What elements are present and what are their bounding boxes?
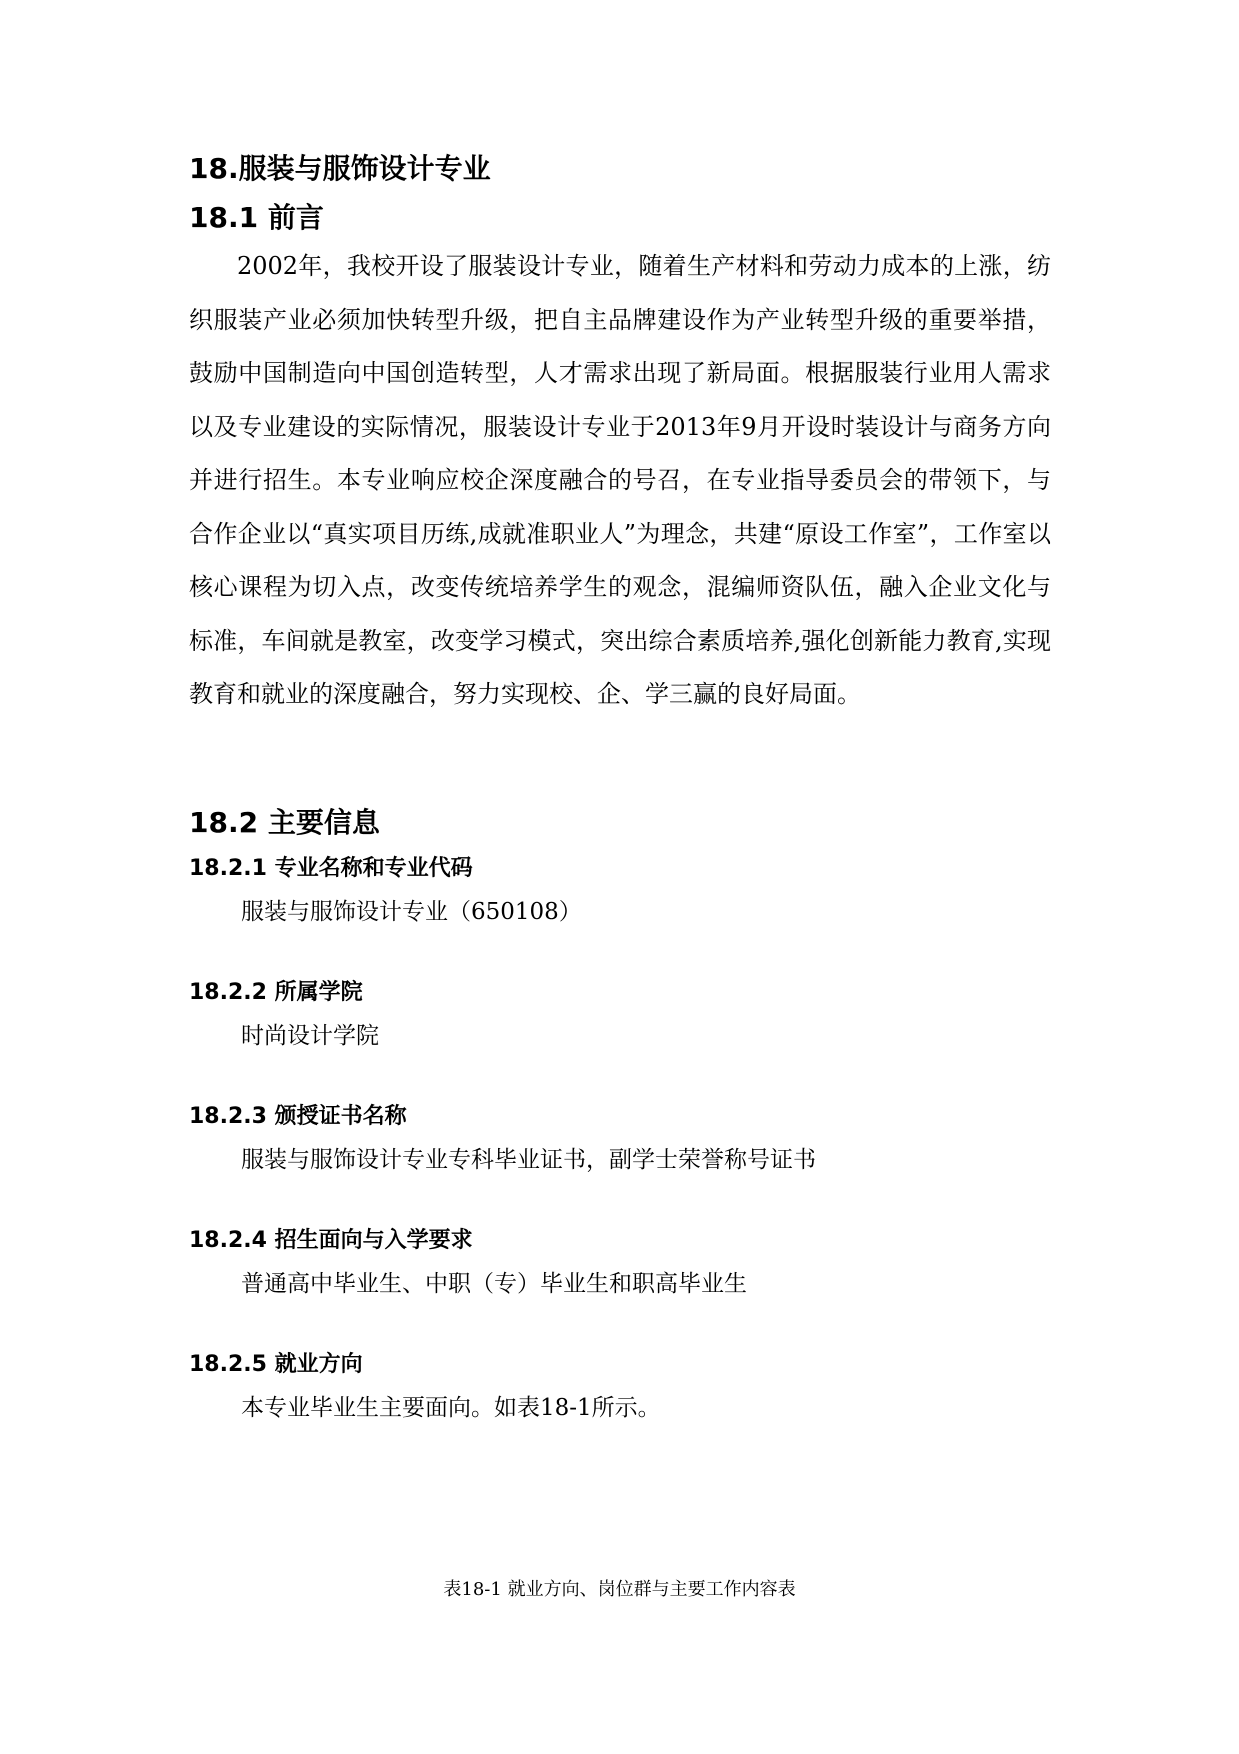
subsection-text-admission: 普通高中毕业生、中职（专）毕业生和职高毕业生 [241, 1271, 747, 1297]
subsection-text-employment: 本专业毕业生主要面向。如表18-1所示。 [241, 1395, 661, 1421]
section-heading-main-info: 18.2 主要信息 [189, 806, 380, 839]
section-heading-preface: 18.1 前言 [189, 201, 324, 234]
table-caption: 表18-1 就业方向、岗位群与主要工作内容表 [443, 1579, 796, 1600]
preface-paragraph: 2002年，我校开设了服装设计专业，随着生产材料和劳动力成本的上涨，纺织服装产业必须加快转型升级，把自主品牌建设作为产业转型升级的重要举措，鼓励中国制造向中国创造转型，人才需求出现了新局面。根据服装行业用人需求以及专业建设的实际情况，服装设计专业于2013年9月开设时装设计与商务方向并进行招生。本专业响应校企深度融合的号召，在专业指导委员会的带领下，与合作企业以“真实项目历练,成就准职业人”为理念，共建“原设工作室”，工作室以核心课程为切入点，改变传统培养学生的观念，混编师资队伍，融入企业文化与标准，车间就是教室，改变学习模式，突出综合素质培养,强化创新能力教育,实现教育和就业的深度融合，努力实现校、企、学三赢的良好局面。 [189, 252, 1051, 708]
subsection-heading-admission: 18.2.4 招生面向与入学要求 [189, 1228, 473, 1253]
subsection-heading-certificate: 18.2.3 颁授证书名称 [189, 1104, 407, 1129]
subsection-text-college: 时尚设计学院 [241, 1023, 379, 1049]
subsection-heading-employment: 18.2.5 就业方向 [189, 1352, 363, 1377]
chapter-title: 18.服装与服饰设计专业 [189, 152, 491, 185]
subsection-text-certificate: 服装与服饰设计专业专科毕业证书，副学士荣誉称号证书 [241, 1147, 816, 1173]
subsection-heading-college: 18.2.2 所属学院 [189, 980, 363, 1005]
subsection-heading-name-code: 18.2.1 专业名称和专业代码 [189, 856, 473, 881]
subsection-text-name-code: 服装与服饰设计专业（650108） [241, 899, 582, 925]
